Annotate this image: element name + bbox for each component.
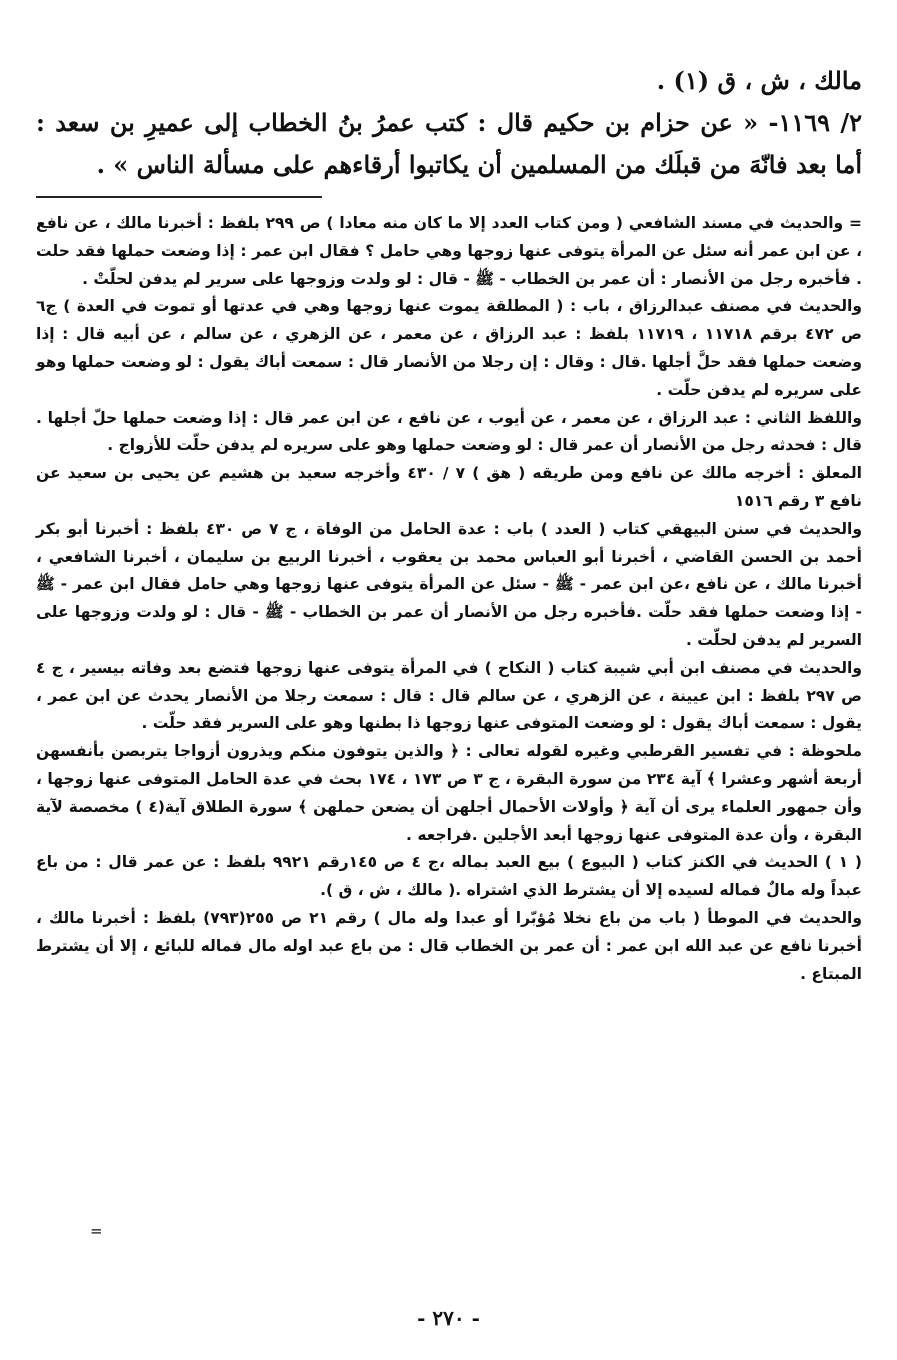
footnote-paragraph-muwatta: والحديث في الموطأ ( باب من باع نخلا مُؤبّرا أو عبدا وله مال ) رقم ٢١ ص ٢٥٥(٧٩٣) بلفظ : أخبرنا مالك ، أخبرنا نافع عن عبد الله ابن عمر : أن عمر بن الخطاب قال : من باع عبد اوله مال فماله للبائع ، إلا أن يشترط المبتاع .	[36, 908, 862, 983]
footnote-paragraph-abdulrazzaq: والحديث في مصنف عبدالرزاق ، باب : ( المطلقة يموت عنها زوجها وهي في عدتها أو تموت في العدة ) ج٦ ص ٤٧٢ برقم ١١٧١٨ ، ١١٧١٩ بلفظ : عبد الرزاق ، عن معمر ، عن الزهري ، عن سالم ، عن أبيه قال : إذا وضعت حملها فقد حلَّ أجلها .قال : وقال : إن رجلا من الأنصار قال : سمعت أباك يقول : لو وضعت حملها وهو على سريره لم يدفن حلّت .	[36, 297, 862, 399]
main-text	[36, 60, 862, 186]
footnote-paragraph-second-wording: واللفظ الثاني : عبد الرزاق ، عن معمر ، عن أيوب ، عن نافع ، عن ابن عمر قال : إذا وضعت حملها حلّ أجلها . قال : فحدثه رجل من الأنصار أن عمر قال : لو وضعت حملها وهو على سريره لم يدفن حلّت للأزواج .	[36, 408, 862, 455]
footnote-paragraph-note: ملحوظة : في تفسير القرطبي وغيره لقوله تعالى : ﴿ والذين يتوفون منكم ويذرون أزواجا يتربصن بأنفسهن أربعة أشهر وعشرا ﴾ آية ٢٣٤ من سورة البقرة ، ج ٣ ص ١٧٣ ، ١٧٤ بحث في عدة الحامل المتوفى عنها زوجها ، وأن جمهور العلماء يرى أن آية ﴿ وأولات الأحمال أجلهن أن يضعن حملهن ﴾ سورة الطلاق آية(٤ ) مخصصة لآية البقرة ، وأن عدة المتوفى عنها زوجها أبعد الأجلين .فراجعه .	[36, 742, 862, 844]
footnote-paragraph-kanz: ( ١ ) الحديث في الكنز كتاب ( البيوع ) بيع العبد بماله ،ج ٤ ص ١٤٥رقم ٩٩٢١ بلفظ : عن عمر قال : من باع عبداً وله مالٌ فماله لسيده إلا أن يشترط الذي اشتراه .( مالك ، ش ، ق ).	[36, 853, 862, 900]
page	[36, 60, 862, 988]
footnotes	[36, 210, 862, 988]
hadith-text: ٢/ ١١٦٩- « عن حزام بن حكيم قال : كتب عمرُ بنُ الخطاب إلى عميرِ بن سعد : أما بعد فانّهَ من قبلَك من المسلمين أن يكاتبوا أرقاءهم على مسألة الناس » .	[36, 108, 862, 179]
footnote-paragraph-musnad-shafii: = والحديث في مسند الشافعي ( ومن كتاب العدد إلا ما كان منه معادا ) ص ٢٩٩ بلفظ : أخبرنا مالك ، عن نافع ، عن ابن عمر أنه سئل عن المرأة يتوفى عنها زوجها وهي حامل ؟ فقال ابن عمر : إذا وضعت حملها فقد حلت . فأخبره رجل من الأنصار : أن عمر بن الخطاب - ﷺ - قال : لو ولدت وزوجها على سرير لم يدفن لحلّتْ .	[36, 214, 862, 288]
footnote-paragraph-muallaq: المعلق : أخرجه مالك عن نافع ومن طريقه ( هق ) ٧ / ٤٣٠ وأخرجه سعيد بن هشيم عن يحيى بن سعيد عن نافع ٣ رقم ١٥١٦	[36, 464, 862, 510]
page-number: - ٢٧٠ -	[417, 1306, 480, 1330]
footnote-divider	[36, 196, 322, 198]
main-line-1: مالك ، ش ، ق (١) .	[656, 66, 862, 95]
continuation-marker: =	[90, 1222, 103, 1240]
footnote-paragraph-ibn-abi-shaybah: والحديث في مصنف ابن أبي شيبة كتاب ( النكاح ) في المرأة يتوفى عنها زوجها فتضع بعد وفاته بيسير ، ج ٤ ص ٢٩٧ بلفظ : ابن عيينة ، عن الزهري ، عن سالم قال : قال : سمعت رجلا من الأنصار يحدث عن ابن عمر ، يقول : سمعت أباك يقول : لو وضعت المتوفى عنها زوجها ذا بطنها وهو على السرير فقد حلّت .	[36, 658, 862, 733]
footnote-paragraph-bayhaqi: والحديث في سنن البيهقي كتاب ( العدد ) باب : عدة الحامل من الوفاة ، ج ٧ ص ٤٣٠ بلفظ : أخبرنا أبو بكر أحمد بن الحسن القاضي ، أخبرنا أبو العباس محمد بن يعقوب ، أخبرنا الربيع بن سليمان ، أخبرنا الشافعي ، أخبرنا مالك ، عن نافع ،عن ابن عمر - ﷺ - سئل عن المرأة يتوفى عنها زوجها وهي حامل فقال ابن عمر - ﷺ - إذا وضعت حملها فقد حلّت .فأخبره رجل من الأنصار أن عمر بن الخطاب - ﷺ - قال : لو ولدت وزوجها على السرير لم يدفن لحلّت .	[36, 519, 862, 649]
